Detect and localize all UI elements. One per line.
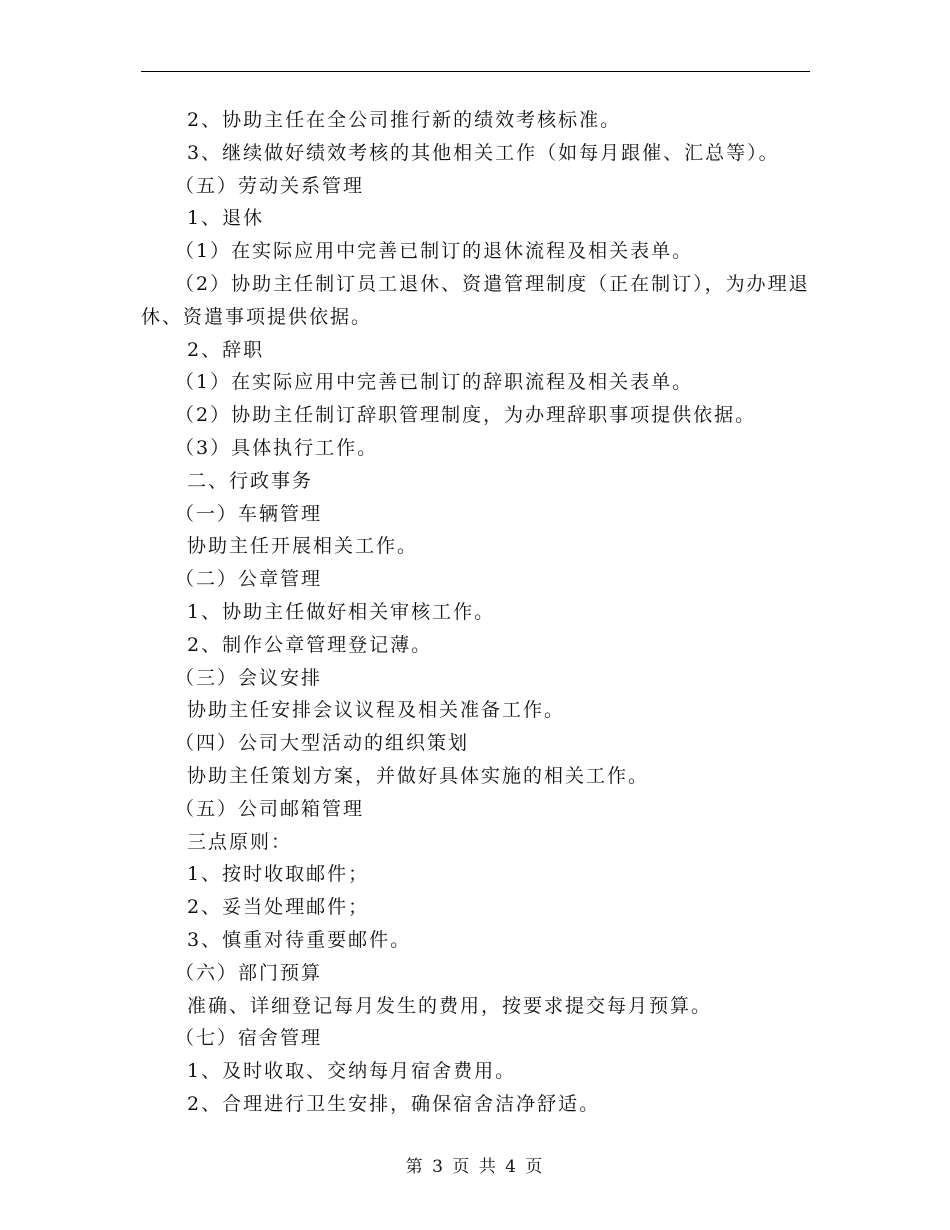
paragraph: （3）具体执行工作。 <box>175 436 379 459</box>
section-heading: （一）车辆管理 <box>175 502 323 525</box>
paragraph: 2、协助主任在全公司推行新的绩效考核标准。 <box>187 109 622 131</box>
paragraph: （2）协助主任制订辞职管理制度，为办理辞职事项提供依据。 <box>175 404 757 427</box>
paragraph: 2、妥当处理邮件； <box>187 896 370 919</box>
paragraph: 2、制作公章管理登记薄。 <box>187 633 433 656</box>
document-body <box>141 104 810 1121</box>
section-heading: （六）部门预算 <box>175 961 323 984</box>
chapter-heading: 二、行政事务 <box>187 469 314 492</box>
paragraph: 三点原则： <box>187 830 293 853</box>
paragraph: 准确、详细登记每月发生的费用，按要求提交每月预算。 <box>187 994 713 1017</box>
paragraph: （1）在实际应用中完善已制订的辞职流程及相关表单。 <box>175 371 694 394</box>
paragraph: （2）协助主任制订员工退休、资遣管理制度（正在制订），为办理退休、资遣事项提供依据。 <box>141 272 810 328</box>
paragraph: 协助主任安排会议议程及相关准备工作。 <box>187 699 566 722</box>
paragraph: 1、按时收取邮件； <box>187 863 370 886</box>
paragraph: 1、及时收取、交纳每月宿舍费用。 <box>187 1060 517 1083</box>
paragraph: 2、合理进行卫生安排，确保宿舍洁净舒适。 <box>187 1092 601 1115</box>
page-footer: 第 3 页 共 4 页 <box>405 1157 545 1177</box>
paragraph: 1、协助主任做好相关审核工作。 <box>187 600 496 623</box>
subheading: 1、退休 <box>187 207 265 230</box>
paragraph: 协助主任策划方案，并做好具体实施的相关工作。 <box>187 764 650 787</box>
paragraph: 3、继续做好绩效考核的其他相关工作（如每月跟催、汇总等）。 <box>187 141 780 164</box>
section-heading: （五）劳动关系管理 <box>175 174 365 197</box>
header-rule <box>141 71 810 72</box>
paragraph: （1）在实际应用中完善已制订的退休流程及相关表单。 <box>175 240 694 263</box>
section-heading: （三）会议安排 <box>175 666 323 689</box>
paragraph: 3、慎重对待重要邮件。 <box>187 928 412 951</box>
section-heading: （五）公司邮箱管理 <box>175 797 365 820</box>
section-heading: （二）公章管理 <box>175 568 323 591</box>
paragraph: 协助主任开展相关工作。 <box>187 535 419 558</box>
section-heading: （七）宿舍管理 <box>175 1027 323 1050</box>
section-heading: （四）公司大型活动的组织策划 <box>175 732 470 755</box>
subheading: 2、辞职 <box>187 338 265 361</box>
